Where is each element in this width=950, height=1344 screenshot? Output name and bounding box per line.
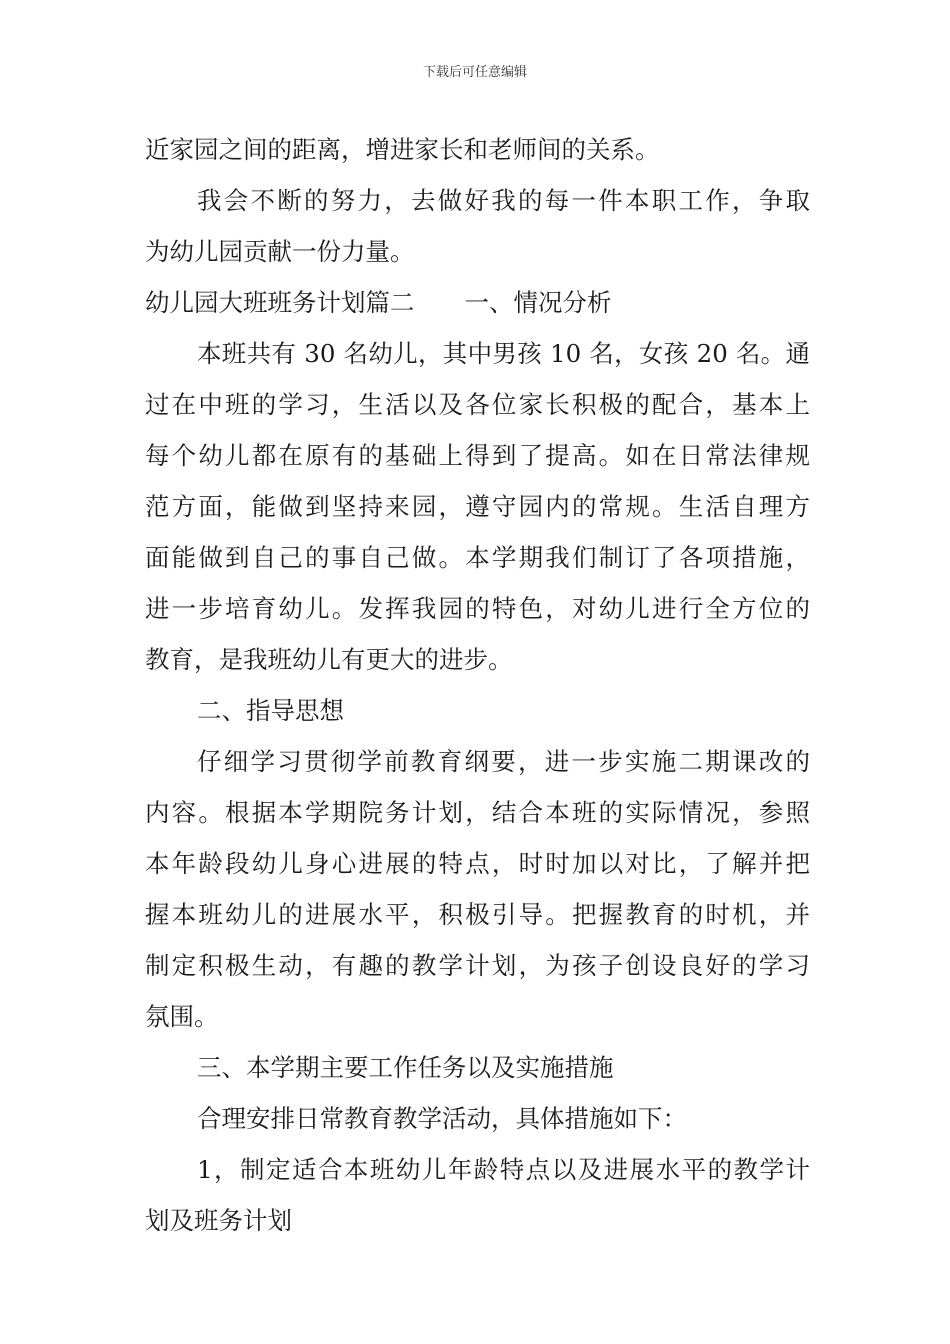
paragraph-line: 面能做到自己的事自己做。本学期我们制订了各项措施， xyxy=(145,543,810,572)
paragraph-line: 本年龄段幼儿身心进展的特点，时时加以对比，了解并把 xyxy=(145,849,810,878)
section-heading: 三、本学期主要工作任务以及实施措施 xyxy=(197,1053,614,1082)
paragraph-line: 每个幼儿都在原有的基础上得到了提高。如在日常法律规 xyxy=(145,441,810,470)
document-body xyxy=(145,124,810,1246)
paragraph-line: 过在中班的学习，生活以及各位家长积极的配合，基本上 xyxy=(145,390,810,419)
section-heading: 二、指导思想 xyxy=(197,696,344,725)
paragraph-line: 进一步培育幼儿。发挥我园的特色，对幼儿进行全方位的 xyxy=(145,594,810,623)
section-heading-line xyxy=(145,277,810,328)
page-header: 下载后可任意编辑 xyxy=(422,65,527,80)
section-heading: 一、情况分析 xyxy=(464,288,612,317)
list-item-line: 1，制定适合本班幼儿年龄特点以及进展水平的教学计 xyxy=(197,1155,810,1184)
paragraph-line: 内容。根据本学期院务计划，结合本班的实际情况，参照 xyxy=(145,798,810,827)
paragraph-line: 本班共有 30 名幼儿，其中男孩 10 名，女孩 20 名。通 xyxy=(197,339,810,368)
paragraph-line: 为幼儿园贡献一份力量。 xyxy=(145,237,415,266)
paragraph-line: 教育，是我班幼儿有更大的进步。 xyxy=(145,645,513,674)
document-title: 幼儿园大班班务计划篇二 xyxy=(145,288,415,317)
paragraph-line: 制定积极生动，有趣的教学计划，为孩子创设良好的学习 xyxy=(145,951,810,980)
paragraph-line: 仔细学习贯彻学前教育纲要，进一步实施二期课改的 xyxy=(197,747,810,776)
paragraph-line: 我会不断的努力，去做好我的每一件本职工作，争取 xyxy=(197,186,810,215)
paragraph-line: 范方面，能做到坚持来园，遵守园内的常规。生活自理方 xyxy=(145,492,810,521)
paragraph-line: 近家园之间的距离，增进家长和老师间的关系。 xyxy=(145,135,660,164)
paragraph-line: 氛围。 xyxy=(145,1002,219,1031)
paragraph-line: 握本班幼儿的进展水平，积极引导。把握教育的时机，并 xyxy=(145,900,810,929)
list-item-line: 划及班务计划 xyxy=(145,1206,292,1235)
paragraph-line: 合理安排日常教育教学活动，具体措施如下： xyxy=(197,1104,687,1133)
